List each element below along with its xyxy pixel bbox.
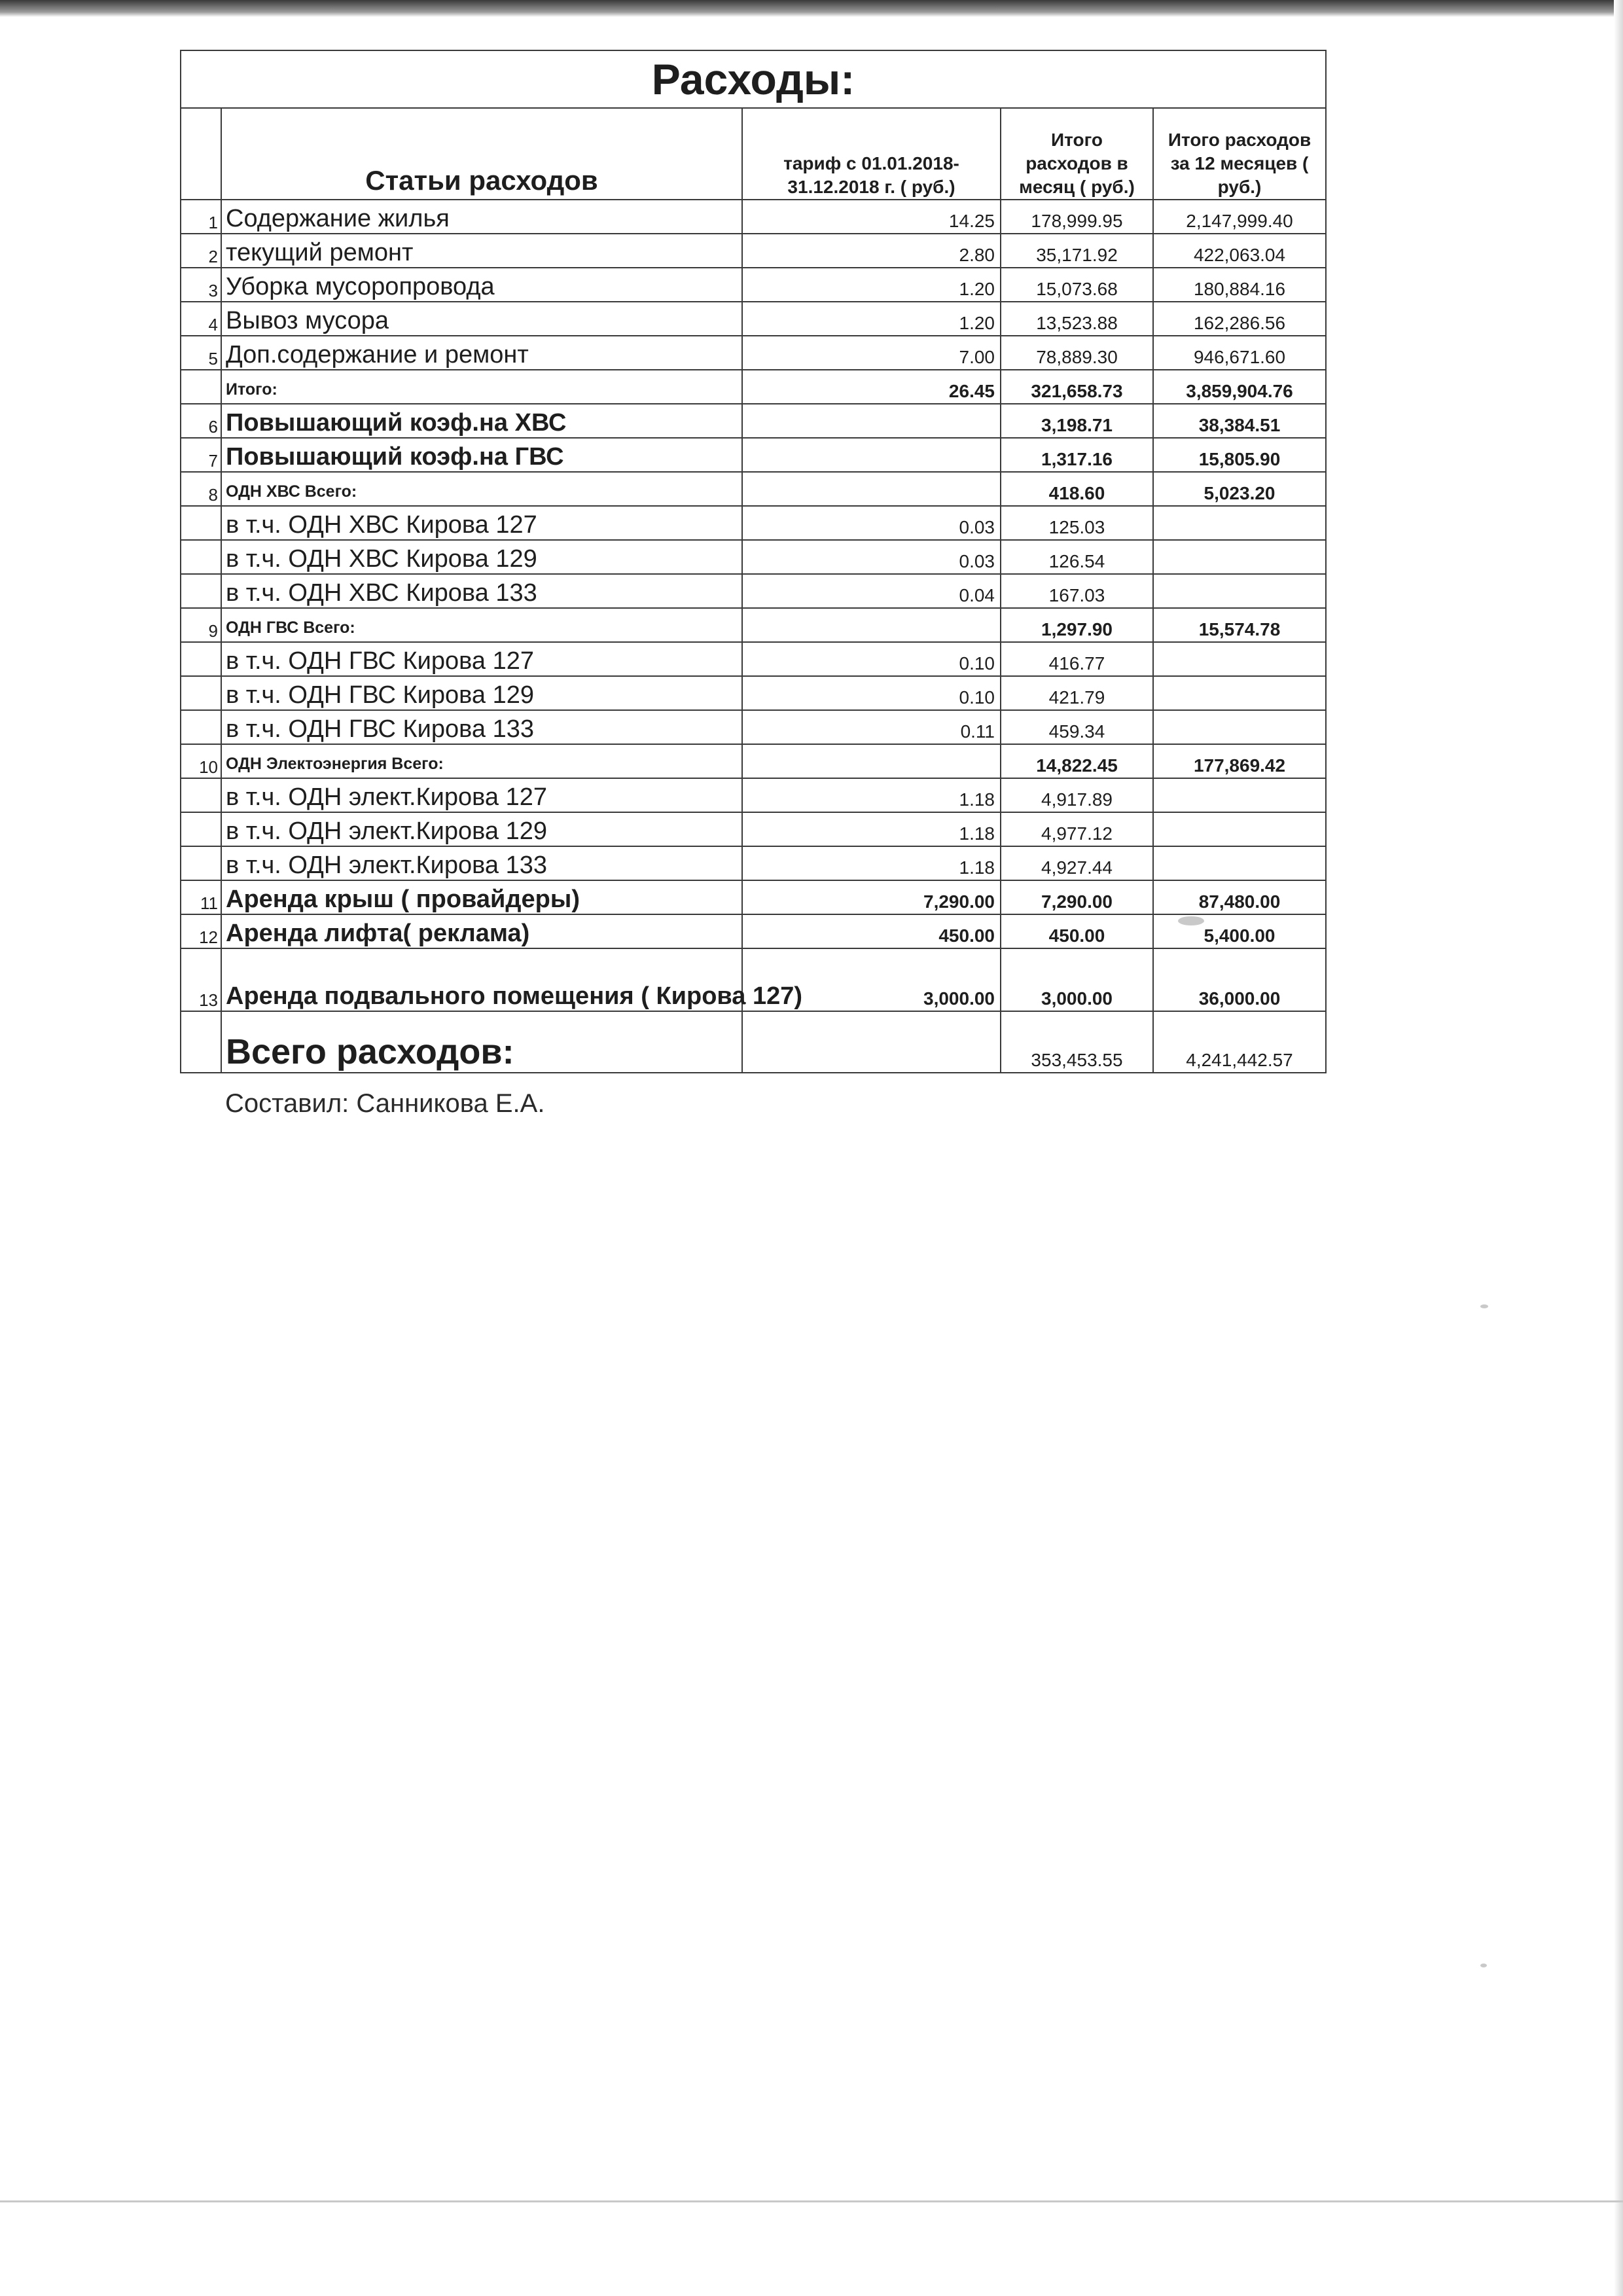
row-yearly xyxy=(1153,642,1326,676)
row-monthly: 450.00 xyxy=(1001,914,1153,948)
row-tariff: 0.11 xyxy=(742,710,1001,744)
table-row xyxy=(181,506,1326,540)
row-name: Повышающий коэф.на ХВС xyxy=(221,404,742,438)
row-tariff: 0.10 xyxy=(742,642,1001,676)
row-num xyxy=(181,846,221,880)
row-yearly xyxy=(1153,710,1326,744)
row-name: в т.ч. ОДН ГВС Кирова 133 xyxy=(221,710,742,744)
row-monthly: 35,171.92 xyxy=(1001,234,1153,268)
row-monthly: 3,000.00 xyxy=(1001,948,1153,1011)
scan-speck xyxy=(1480,1304,1488,1308)
row-monthly: 126.54 xyxy=(1001,540,1153,574)
table-row xyxy=(181,778,1326,812)
header-row xyxy=(181,108,1326,200)
header-tariff: тариф с 01.01.2018-31.12.2018 г. ( руб.) xyxy=(742,108,1001,200)
row-yearly: 422,063.04 xyxy=(1153,234,1326,268)
row-yearly: 38,384.51 xyxy=(1153,404,1326,438)
row-name: Содержание жилья xyxy=(221,200,742,234)
row-name: Повышающий коэф.на ГВС xyxy=(221,438,742,472)
row-yearly xyxy=(1153,506,1326,540)
row-tariff: 0.03 xyxy=(742,540,1001,574)
table-row xyxy=(181,880,1326,914)
header-num xyxy=(181,108,221,200)
row-name: в т.ч. ОДН элект.Кирова 129 xyxy=(221,812,742,846)
row-num xyxy=(181,370,221,404)
row-num: 3 xyxy=(181,268,221,302)
row-num: 6 xyxy=(181,404,221,438)
row-monthly: 418.60 xyxy=(1001,472,1153,506)
row-tariff xyxy=(742,608,1001,642)
row-tariff: 7,290.00 xyxy=(742,880,1001,914)
row-name: Аренда подвального помещения ( Кирова 127) xyxy=(221,948,742,1011)
row-monthly: 13,523.88 xyxy=(1001,302,1153,336)
row-name: в т.ч. ОДН ГВС Кирова 127 xyxy=(221,642,742,676)
table-row xyxy=(181,302,1326,336)
grand-total-monthly: 353,453.55 xyxy=(1001,1011,1153,1073)
row-tariff: 1.18 xyxy=(742,812,1001,846)
table-row xyxy=(181,438,1326,472)
row-name: Доп.содержание и ремонт xyxy=(221,336,742,370)
row-name: ОДН ХВС Всего: xyxy=(221,472,742,506)
grand-total-yearly: 4,241,442.57 xyxy=(1153,1011,1326,1073)
row-monthly: 4,917.89 xyxy=(1001,778,1153,812)
header-yearly: Итого расходов за 12 месяцев ( руб.) xyxy=(1153,108,1326,200)
row-num: 7 xyxy=(181,438,221,472)
table-row xyxy=(181,234,1326,268)
expenses-table xyxy=(180,50,1327,1073)
row-num: 2 xyxy=(181,234,221,268)
header-monthly: Итого расходов в месяц ( руб.) xyxy=(1001,108,1153,200)
row-tariff: 0.10 xyxy=(742,676,1001,710)
row-name: Вывоз мусора xyxy=(221,302,742,336)
row-num: 5 xyxy=(181,336,221,370)
subtotal-row xyxy=(181,370,1326,404)
row-monthly: 421.79 xyxy=(1001,676,1153,710)
table-row xyxy=(181,812,1326,846)
table-row xyxy=(181,914,1326,948)
table-row xyxy=(181,846,1326,880)
table-row xyxy=(181,608,1326,642)
row-name: Уборка мусоропровода xyxy=(221,268,742,302)
row-name: в т.ч. ОДН ХВС Кирова 129 xyxy=(221,540,742,574)
row-tariff: 14.25 xyxy=(742,200,1001,234)
row-yearly: 162,286.56 xyxy=(1153,302,1326,336)
row-tariff xyxy=(742,472,1001,506)
row-tariff: 7.00 xyxy=(742,336,1001,370)
row-name: Аренда крыш ( провайдеры) xyxy=(221,880,742,914)
row-num: 8 xyxy=(181,472,221,506)
row-name: текущий ремонт xyxy=(221,234,742,268)
row-yearly xyxy=(1153,574,1326,608)
row-yearly: 36,000.00 xyxy=(1153,948,1326,1011)
table-title: Расходы: xyxy=(181,50,1326,108)
row-yearly xyxy=(1153,540,1326,574)
row-yearly xyxy=(1153,812,1326,846)
row-yearly: 5,023.20 xyxy=(1153,472,1326,506)
header-item: Статьи расходов xyxy=(221,108,742,200)
row-tariff xyxy=(742,438,1001,472)
row-tariff xyxy=(742,404,1001,438)
row-monthly: 459.34 xyxy=(1001,710,1153,744)
row-yearly xyxy=(1153,778,1326,812)
row-tariff: 2.80 xyxy=(742,234,1001,268)
row-tariff xyxy=(742,1011,1001,1073)
table-row xyxy=(181,404,1326,438)
table-row xyxy=(181,744,1326,778)
scan-speck xyxy=(1480,1964,1487,1967)
row-num xyxy=(181,506,221,540)
row-monthly: 1,317.16 xyxy=(1001,438,1153,472)
row-monthly: 15,073.68 xyxy=(1001,268,1153,302)
row-num: 1 xyxy=(181,200,221,234)
row-yearly: 15,574.78 xyxy=(1153,608,1326,642)
table-row xyxy=(181,948,1326,1011)
row-num xyxy=(181,642,221,676)
table-row xyxy=(181,642,1326,676)
row-name: в т.ч. ОДН ХВС Кирова 127 xyxy=(221,506,742,540)
row-num: 10 xyxy=(181,744,221,778)
row-tariff: 450.00 xyxy=(742,914,1001,948)
row-tariff: 26.45 xyxy=(742,370,1001,404)
row-tariff: 1.20 xyxy=(742,302,1001,336)
row-monthly: 78,889.30 xyxy=(1001,336,1153,370)
row-tariff: 0.04 xyxy=(742,574,1001,608)
scan-right-edge xyxy=(1614,0,1623,2296)
row-tariff: 3,000.00 xyxy=(742,948,1001,1011)
row-name: Аренда лифта( реклама) xyxy=(221,914,742,948)
row-monthly: 416.77 xyxy=(1001,642,1153,676)
row-num xyxy=(181,710,221,744)
table-row xyxy=(181,574,1326,608)
row-name: Итого: xyxy=(221,370,742,404)
row-yearly: 177,869.42 xyxy=(1153,744,1326,778)
row-yearly: 2,147,999.40 xyxy=(1153,200,1326,234)
row-tariff: 1.20 xyxy=(742,268,1001,302)
row-monthly: 4,927.44 xyxy=(1001,846,1153,880)
row-yearly: 180,884.16 xyxy=(1153,268,1326,302)
row-monthly: 7,290.00 xyxy=(1001,880,1153,914)
row-monthly: 125.03 xyxy=(1001,506,1153,540)
row-monthly: 3,198.71 xyxy=(1001,404,1153,438)
row-yearly xyxy=(1153,846,1326,880)
row-num: 12 xyxy=(181,914,221,948)
row-name: в т.ч. ОДН элект.Кирова 133 xyxy=(221,846,742,880)
row-yearly: 87,480.00 xyxy=(1153,880,1326,914)
row-monthly: 1,297.90 xyxy=(1001,608,1153,642)
scan-top-edge xyxy=(0,0,1623,17)
table-row xyxy=(181,540,1326,574)
scan-bottom-line xyxy=(0,2200,1623,2202)
row-num xyxy=(181,574,221,608)
row-num: 9 xyxy=(181,608,221,642)
row-tariff: 0.03 xyxy=(742,506,1001,540)
row-name: ОДН Электоэнергия Всего: xyxy=(221,744,742,778)
row-tariff: 1.18 xyxy=(742,778,1001,812)
table-row xyxy=(181,710,1326,744)
row-num xyxy=(181,540,221,574)
row-yearly: 15,805.90 xyxy=(1153,438,1326,472)
row-monthly: 178,999.95 xyxy=(1001,200,1153,234)
row-name: в т.ч. ОДН элект.Кирова 127 xyxy=(221,778,742,812)
row-name: ОДН ГВС Всего: xyxy=(221,608,742,642)
table-row xyxy=(181,472,1326,506)
row-num xyxy=(181,1011,221,1073)
row-monthly: 14,822.45 xyxy=(1001,744,1153,778)
row-num xyxy=(181,812,221,846)
row-num xyxy=(181,676,221,710)
row-monthly: 4,977.12 xyxy=(1001,812,1153,846)
table-row xyxy=(181,676,1326,710)
row-num xyxy=(181,778,221,812)
row-monthly: 167.03 xyxy=(1001,574,1153,608)
table-row xyxy=(181,200,1326,234)
table-row xyxy=(181,336,1326,370)
row-monthly: 321,658.73 xyxy=(1001,370,1153,404)
row-name: в т.ч. ОДН ГВС Кирова 129 xyxy=(221,676,742,710)
row-yearly: 5,400.00 xyxy=(1153,914,1326,948)
row-name: в т.ч. ОДН ХВС Кирова 133 xyxy=(221,574,742,608)
row-yearly: 946,671.60 xyxy=(1153,336,1326,370)
compiled-by: Составил: Санникова Е.А. xyxy=(225,1089,545,1118)
row-tariff: 1.18 xyxy=(742,846,1001,880)
grand-total-row xyxy=(181,1011,1326,1073)
table-row xyxy=(181,268,1326,302)
row-yearly: 3,859,904.76 xyxy=(1153,370,1326,404)
row-tariff xyxy=(742,744,1001,778)
row-yearly xyxy=(1153,676,1326,710)
row-num: 4 xyxy=(181,302,221,336)
row-num: 11 xyxy=(181,880,221,914)
grand-total-label: Всего расходов: xyxy=(221,1011,742,1073)
row-num: 13 xyxy=(181,948,221,1011)
